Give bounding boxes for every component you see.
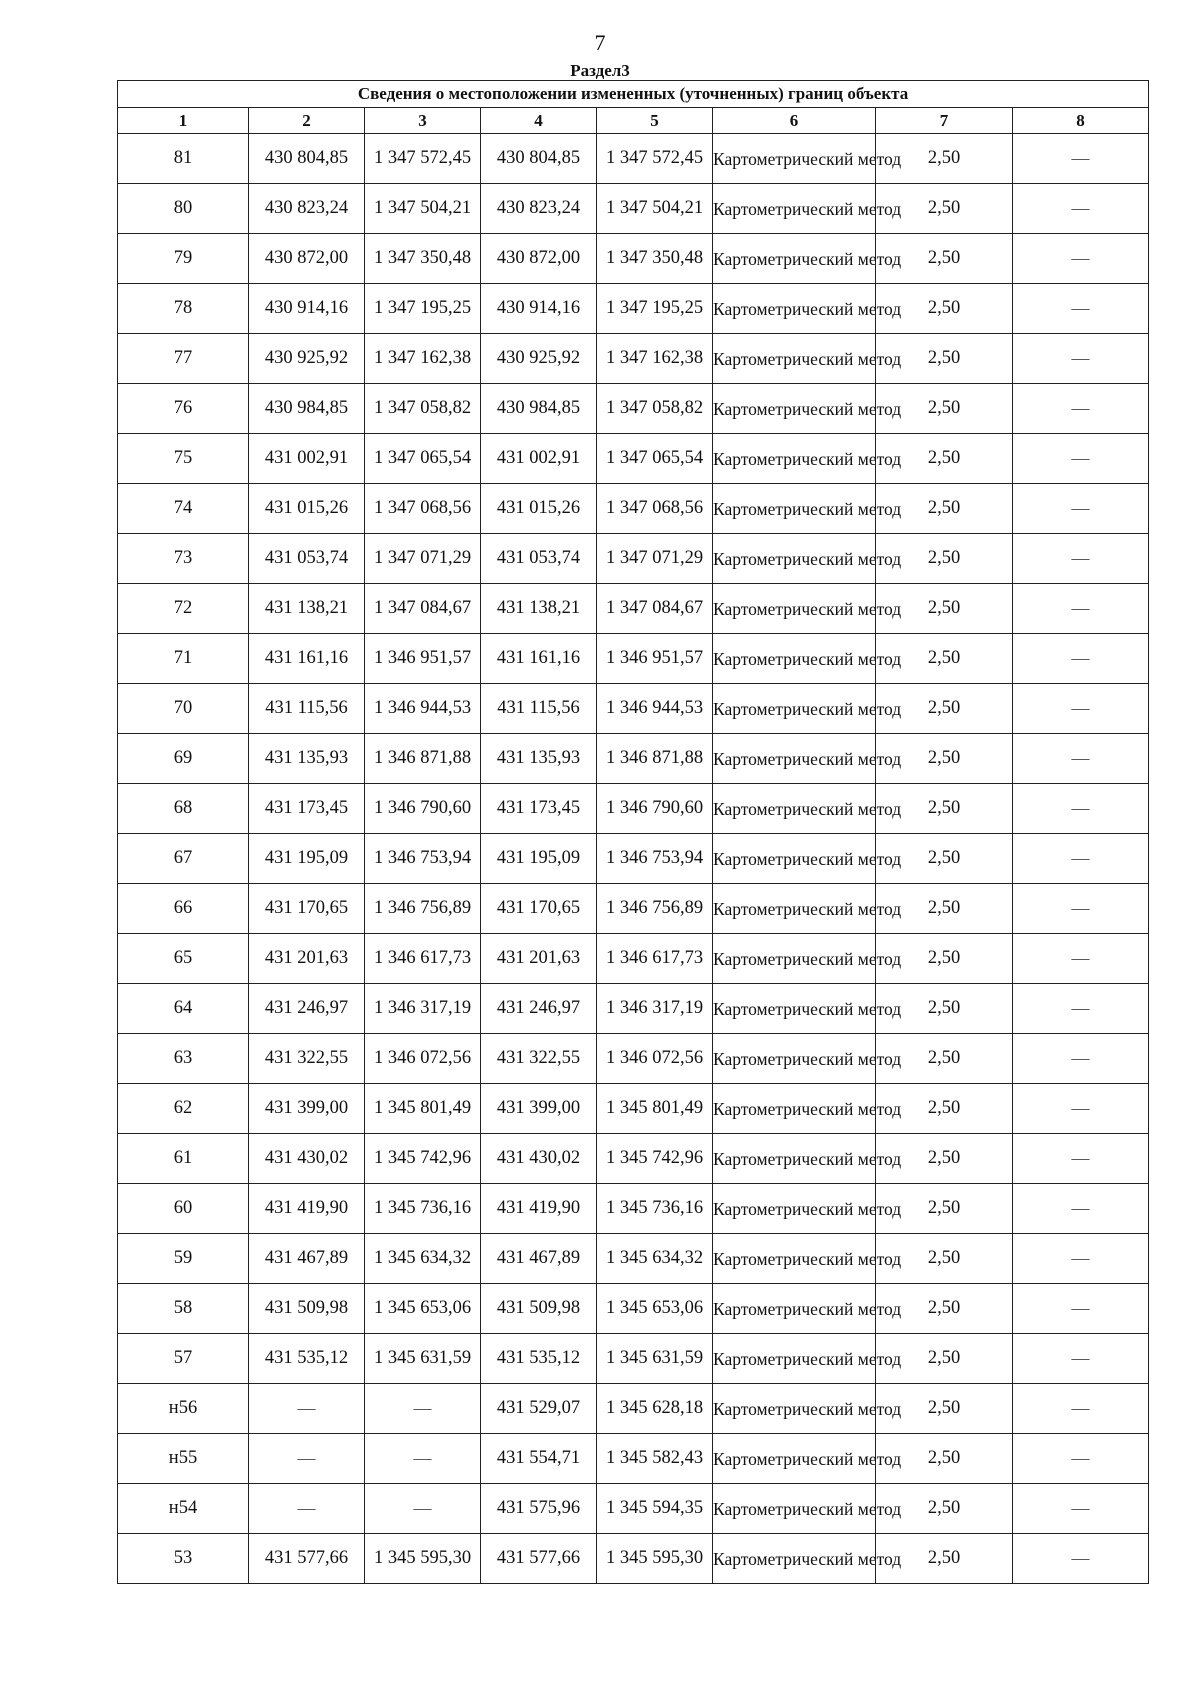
new-y-cell: 1 347 068,56 — [597, 484, 713, 534]
point-number-cell: 69 — [118, 734, 249, 784]
column-number: 1 — [118, 108, 249, 134]
description-cell: — — [1013, 834, 1149, 884]
point-number-cell: 76 — [118, 384, 249, 434]
new-y-cell: 1 345 736,16 — [597, 1184, 713, 1234]
old-y-cell: 1 347 071,29 — [365, 534, 481, 584]
table-row — [118, 334, 1149, 384]
old-x-cell: 431 115,56 — [249, 684, 365, 734]
new-x-cell: 431 015,26 — [481, 484, 597, 534]
old-x-cell: 431 002,91 — [249, 434, 365, 484]
new-y-cell: 1 347 572,45 — [597, 134, 713, 184]
table-row — [118, 384, 1149, 434]
accuracy-cell: 2,50 — [876, 1334, 1013, 1384]
new-y-cell: 1 345 582,43 — [597, 1434, 713, 1484]
point-number-cell: 60 — [118, 1184, 249, 1234]
old-y-cell: 1 346 790,60 — [365, 784, 481, 834]
column-number: 4 — [481, 108, 597, 134]
accuracy-cell: 2,50 — [876, 1484, 1013, 1534]
accuracy-cell: 2,50 — [876, 984, 1013, 1034]
table-row — [118, 784, 1149, 834]
column-number: 6 — [713, 108, 876, 134]
method-cell: Картометрический метод — [713, 284, 876, 334]
old-x-cell: 431 201,63 — [249, 934, 365, 984]
point-number-cell: 72 — [118, 584, 249, 634]
accuracy-cell: 2,50 — [876, 384, 1013, 434]
table-row — [118, 534, 1149, 584]
old-y-cell: 1 347 058,82 — [365, 384, 481, 434]
method-cell: Картометрический метод — [713, 1334, 876, 1384]
old-y-cell: 1 347 068,56 — [365, 484, 481, 534]
table-row — [118, 434, 1149, 484]
new-y-cell: 1 345 628,18 — [597, 1384, 713, 1434]
section-title: Раздел3 — [570, 61, 630, 80]
old-x-cell: — — [249, 1484, 365, 1534]
old-x-cell: 431 577,66 — [249, 1534, 365, 1584]
description-cell: — — [1013, 1534, 1149, 1584]
old-x-cell: 431 015,26 — [249, 484, 365, 534]
accuracy-cell: 2,50 — [876, 1134, 1013, 1184]
new-x-cell: 430 925,92 — [481, 334, 597, 384]
accuracy-cell: 2,50 — [876, 434, 1013, 484]
description-cell: — — [1013, 1334, 1149, 1384]
new-y-cell: 1 346 753,94 — [597, 834, 713, 884]
accuracy-cell: 2,50 — [876, 1384, 1013, 1434]
table-row — [118, 934, 1149, 984]
table-row — [118, 1484, 1149, 1534]
boundary-coordinates-table — [117, 80, 1149, 1584]
old-x-cell: 430 823,24 — [249, 184, 365, 234]
description-cell: — — [1013, 1284, 1149, 1334]
new-y-cell: 1 345 653,06 — [597, 1284, 713, 1334]
point-number-cell: 58 — [118, 1284, 249, 1334]
table-row — [118, 1434, 1149, 1484]
old-y-cell: 1 346 871,88 — [365, 734, 481, 784]
old-y-cell: 1 347 350,48 — [365, 234, 481, 284]
point-number-cell: 67 — [118, 834, 249, 884]
new-y-cell: 1 345 631,59 — [597, 1334, 713, 1384]
column-number: 7 — [876, 108, 1013, 134]
new-y-cell: 1 346 617,73 — [597, 934, 713, 984]
new-x-cell: 431 577,66 — [481, 1534, 597, 1584]
table-row — [118, 1084, 1149, 1134]
new-y-cell: 1 347 504,21 — [597, 184, 713, 234]
accuracy-cell: 2,50 — [876, 1534, 1013, 1584]
description-cell: — — [1013, 684, 1149, 734]
description-cell: — — [1013, 584, 1149, 634]
new-x-cell: 431 554,71 — [481, 1434, 597, 1484]
new-y-cell: 1 347 162,38 — [597, 334, 713, 384]
new-x-cell: 431 246,97 — [481, 984, 597, 1034]
new-x-cell: 431 201,63 — [481, 934, 597, 984]
point-number-cell: 68 — [118, 784, 249, 834]
point-number-cell: 62 — [118, 1084, 249, 1134]
accuracy-cell: 2,50 — [876, 734, 1013, 784]
method-cell: Картометрический метод — [713, 884, 876, 934]
old-y-cell: 1 347 084,67 — [365, 584, 481, 634]
new-y-cell: 1 347 071,29 — [597, 534, 713, 584]
method-cell: Картометрический метод — [713, 134, 876, 184]
table-row — [118, 1034, 1149, 1084]
point-number-cell: 65 — [118, 934, 249, 984]
point-number-cell: 70 — [118, 684, 249, 734]
old-x-cell: 431 053,74 — [249, 534, 365, 584]
description-cell: — — [1013, 134, 1149, 184]
old-y-cell: 1 347 065,54 — [365, 434, 481, 484]
new-x-cell: 431 467,89 — [481, 1234, 597, 1284]
point-number-cell: 79 — [118, 234, 249, 284]
accuracy-cell: 2,50 — [876, 634, 1013, 684]
table-row — [118, 284, 1149, 334]
accuracy-cell: 2,50 — [876, 1184, 1013, 1234]
old-y-cell: 1 346 617,73 — [365, 934, 481, 984]
new-y-cell: 1 346 072,56 — [597, 1034, 713, 1084]
accuracy-cell: 2,50 — [876, 1084, 1013, 1134]
method-cell: Картометрический метод — [713, 434, 876, 484]
point-number-cell: 73 — [118, 534, 249, 584]
column-number: 5 — [597, 108, 713, 134]
new-x-cell: 430 872,00 — [481, 234, 597, 284]
method-cell: Картометрический метод — [713, 1184, 876, 1234]
new-y-cell: 1 346 871,88 — [597, 734, 713, 784]
new-x-cell: 431 430,02 — [481, 1134, 597, 1184]
table-row — [118, 634, 1149, 684]
table-row — [118, 1134, 1149, 1184]
table-row — [118, 1234, 1149, 1284]
method-cell: Картометрический метод — [713, 1284, 876, 1334]
method-cell: Картометрический метод — [713, 1434, 876, 1484]
point-number-cell: 63 — [118, 1034, 249, 1084]
old-y-cell: 1 346 317,19 — [365, 984, 481, 1034]
table-row — [118, 834, 1149, 884]
old-x-cell: 431 170,65 — [249, 884, 365, 934]
column-number: 3 — [365, 108, 481, 134]
new-x-cell: 430 804,85 — [481, 134, 597, 184]
old-y-cell: 1 345 742,96 — [365, 1134, 481, 1184]
description-cell: — — [1013, 1134, 1149, 1184]
table-row — [118, 1384, 1149, 1434]
point-number-cell: 53 — [118, 1534, 249, 1584]
description-cell: — — [1013, 734, 1149, 784]
method-cell: Картометрический метод — [713, 584, 876, 634]
description-cell: — — [1013, 184, 1149, 234]
old-y-cell: 1 346 753,94 — [365, 834, 481, 884]
new-x-cell: 431 535,12 — [481, 1334, 597, 1384]
point-number-cell: 66 — [118, 884, 249, 934]
description-cell: — — [1013, 384, 1149, 434]
new-x-cell: 430 823,24 — [481, 184, 597, 234]
new-x-cell: 431 399,00 — [481, 1084, 597, 1134]
description-cell: — — [1013, 1184, 1149, 1234]
point-number-cell: 81 — [118, 134, 249, 184]
new-y-cell: 1 346 951,57 — [597, 634, 713, 684]
old-x-cell: 431 419,90 — [249, 1184, 365, 1234]
old-y-cell: — — [365, 1384, 481, 1434]
new-x-cell: 431 575,96 — [481, 1484, 597, 1534]
old-x-cell: 431 161,16 — [249, 634, 365, 684]
point-number-cell: 78 — [118, 284, 249, 334]
table-row — [118, 134, 1149, 184]
point-number-cell: 77 — [118, 334, 249, 384]
old-x-cell: 431 173,45 — [249, 784, 365, 834]
description-cell: — — [1013, 934, 1149, 984]
old-x-cell: 430 925,92 — [249, 334, 365, 384]
table-row — [118, 984, 1149, 1034]
accuracy-cell: 2,50 — [876, 134, 1013, 184]
method-cell: Картометрический метод — [713, 934, 876, 984]
new-y-cell: 1 345 595,30 — [597, 1534, 713, 1584]
table-row — [118, 1534, 1149, 1584]
accuracy-cell: 2,50 — [876, 884, 1013, 934]
old-y-cell: 1 347 162,38 — [365, 334, 481, 384]
new-y-cell: 1 346 944,53 — [597, 684, 713, 734]
accuracy-cell: 2,50 — [876, 334, 1013, 384]
method-cell: Картометрический метод — [713, 234, 876, 284]
point-number-cell: 64 — [118, 984, 249, 1034]
new-x-cell: 431 053,74 — [481, 534, 597, 584]
new-y-cell: 1 347 058,82 — [597, 384, 713, 434]
accuracy-cell: 2,50 — [876, 834, 1013, 884]
old-x-cell: 431 322,55 — [249, 1034, 365, 1084]
method-cell: Картометрический метод — [713, 534, 876, 584]
point-number-cell: н55 — [118, 1434, 249, 1484]
old-x-cell: — — [249, 1384, 365, 1434]
description-cell: — — [1013, 784, 1149, 834]
new-x-cell: 430 984,85 — [481, 384, 597, 434]
new-x-cell: 431 529,07 — [481, 1384, 597, 1434]
old-y-cell: 1 347 504,21 — [365, 184, 481, 234]
new-y-cell: 1 345 801,49 — [597, 1084, 713, 1134]
table-row — [118, 734, 1149, 784]
old-x-cell: 430 872,00 — [249, 234, 365, 284]
new-y-cell: 1 347 195,25 — [597, 284, 713, 334]
table-row — [118, 584, 1149, 634]
description-cell: — — [1013, 1084, 1149, 1134]
old-y-cell: 1 345 634,32 — [365, 1234, 481, 1284]
method-cell: Картометрический метод — [713, 184, 876, 234]
old-y-cell: 1 345 653,06 — [365, 1284, 481, 1334]
new-x-cell: 431 509,98 — [481, 1284, 597, 1334]
new-y-cell: 1 346 790,60 — [597, 784, 713, 834]
description-cell: — — [1013, 1384, 1149, 1434]
old-y-cell: 1 345 736,16 — [365, 1184, 481, 1234]
accuracy-cell: 2,50 — [876, 1034, 1013, 1084]
description-cell: — — [1013, 234, 1149, 284]
new-y-cell: 1 347 350,48 — [597, 234, 713, 284]
old-x-cell: 431 195,09 — [249, 834, 365, 884]
old-x-cell: 431 430,02 — [249, 1134, 365, 1184]
method-cell: Картометрический метод — [713, 1034, 876, 1084]
accuracy-cell: 2,50 — [876, 184, 1013, 234]
new-x-cell: 431 170,65 — [481, 884, 597, 934]
old-y-cell: 1 346 951,57 — [365, 634, 481, 684]
new-x-cell: 431 195,09 — [481, 834, 597, 884]
point-number-cell: 75 — [118, 434, 249, 484]
method-cell: Картометрический метод — [713, 384, 876, 434]
new-x-cell: 431 138,21 — [481, 584, 597, 634]
accuracy-cell: 2,50 — [876, 534, 1013, 584]
new-x-cell: 431 115,56 — [481, 684, 597, 734]
description-cell: — — [1013, 334, 1149, 384]
old-x-cell: 431 509,98 — [249, 1284, 365, 1334]
method-cell: Картометрический метод — [713, 1384, 876, 1434]
method-cell: Картометрический метод — [713, 984, 876, 1034]
new-x-cell: 431 419,90 — [481, 1184, 597, 1234]
point-number-cell: 57 — [118, 1334, 249, 1384]
new-y-cell: 1 346 756,89 — [597, 884, 713, 934]
description-cell: — — [1013, 484, 1149, 534]
old-x-cell: 430 804,85 — [249, 134, 365, 184]
accuracy-cell: 2,50 — [876, 584, 1013, 634]
description-cell: — — [1013, 984, 1149, 1034]
new-x-cell: 431 173,45 — [481, 784, 597, 834]
description-cell: — — [1013, 1434, 1149, 1484]
accuracy-cell: 2,50 — [876, 784, 1013, 834]
method-cell: Картометрический метод — [713, 1134, 876, 1184]
old-x-cell: 431 467,89 — [249, 1234, 365, 1284]
old-x-cell: — — [249, 1434, 365, 1484]
old-y-cell: 1 346 072,56 — [365, 1034, 481, 1084]
new-x-cell: 431 161,16 — [481, 634, 597, 684]
table-caption: Сведения о местоположении измененных (уточненных) границ объекта — [118, 81, 1149, 108]
method-cell: Картометрический метод — [713, 484, 876, 534]
point-number-cell: 74 — [118, 484, 249, 534]
table-row — [118, 884, 1149, 934]
method-cell: Картометрический метод — [713, 1484, 876, 1534]
description-cell: — — [1013, 634, 1149, 684]
new-y-cell: 1 347 084,67 — [597, 584, 713, 634]
method-cell: Картометрический метод — [713, 684, 876, 734]
column-number: 8 — [1013, 108, 1149, 134]
method-cell: Картометрический метод — [713, 834, 876, 884]
point-number-cell: 80 — [118, 184, 249, 234]
accuracy-cell: 2,50 — [876, 1284, 1013, 1334]
point-number-cell: н54 — [118, 1484, 249, 1534]
method-cell: Картометрический метод — [713, 1534, 876, 1584]
column-number: 2 — [249, 108, 365, 134]
accuracy-cell: 2,50 — [876, 684, 1013, 734]
new-y-cell: 1 345 594,35 — [597, 1484, 713, 1534]
new-x-cell: 431 135,93 — [481, 734, 597, 784]
accuracy-cell: 2,50 — [876, 1234, 1013, 1284]
point-number-cell: 71 — [118, 634, 249, 684]
old-y-cell: 1 346 756,89 — [365, 884, 481, 934]
table-body — [118, 134, 1149, 1584]
old-x-cell: 431 246,97 — [249, 984, 365, 1034]
new-x-cell: 430 914,16 — [481, 284, 597, 334]
column-number-row — [118, 108, 1149, 134]
method-cell: Картометрический метод — [713, 334, 876, 384]
description-cell: — — [1013, 1034, 1149, 1084]
new-x-cell: 431 002,91 — [481, 434, 597, 484]
method-cell: Картометрический метод — [713, 1234, 876, 1284]
description-cell: — — [1013, 284, 1149, 334]
accuracy-cell: 2,50 — [876, 484, 1013, 534]
old-y-cell: 1 346 944,53 — [365, 684, 481, 734]
description-cell: — — [1013, 1484, 1149, 1534]
description-cell: — — [1013, 434, 1149, 484]
new-x-cell: 431 322,55 — [481, 1034, 597, 1084]
old-x-cell: 431 138,21 — [249, 584, 365, 634]
table-row — [118, 484, 1149, 534]
old-y-cell: — — [365, 1484, 481, 1534]
description-cell: — — [1013, 884, 1149, 934]
table-row — [118, 1334, 1149, 1384]
old-y-cell: 1 345 801,49 — [365, 1084, 481, 1134]
accuracy-cell: 2,50 — [876, 234, 1013, 284]
page-number: 7 — [594, 30, 606, 55]
point-number-cell: н56 — [118, 1384, 249, 1434]
new-y-cell: 1 347 065,54 — [597, 434, 713, 484]
table-row — [118, 1284, 1149, 1334]
old-y-cell: 1 345 631,59 — [365, 1334, 481, 1384]
accuracy-cell: 2,50 — [876, 284, 1013, 334]
accuracy-cell: 2,50 — [876, 934, 1013, 984]
method-cell: Картометрический метод — [713, 784, 876, 834]
new-y-cell: 1 346 317,19 — [597, 984, 713, 1034]
old-x-cell: 431 135,93 — [249, 734, 365, 784]
method-cell: Картометрический метод — [713, 634, 876, 684]
table-row — [118, 684, 1149, 734]
new-y-cell: 1 345 742,96 — [597, 1134, 713, 1184]
point-number-cell: 59 — [118, 1234, 249, 1284]
old-y-cell: 1 347 195,25 — [365, 284, 481, 334]
old-x-cell: 431 399,00 — [249, 1084, 365, 1134]
method-cell: Картометрический метод — [713, 1084, 876, 1134]
new-y-cell: 1 345 634,32 — [597, 1234, 713, 1284]
old-y-cell: 1 347 572,45 — [365, 134, 481, 184]
old-y-cell: — — [365, 1434, 481, 1484]
table-row — [118, 184, 1149, 234]
old-x-cell: 431 535,12 — [249, 1334, 365, 1384]
old-x-cell: 430 984,85 — [249, 384, 365, 434]
description-cell: — — [1013, 534, 1149, 584]
method-cell: Картометрический метод — [713, 734, 876, 784]
old-y-cell: 1 345 595,30 — [365, 1534, 481, 1584]
description-cell: — — [1013, 1234, 1149, 1284]
point-number-cell: 61 — [118, 1134, 249, 1184]
table-row — [118, 234, 1149, 284]
old-x-cell: 430 914,16 — [249, 284, 365, 334]
table-row — [118, 1184, 1149, 1234]
accuracy-cell: 2,50 — [876, 1434, 1013, 1484]
